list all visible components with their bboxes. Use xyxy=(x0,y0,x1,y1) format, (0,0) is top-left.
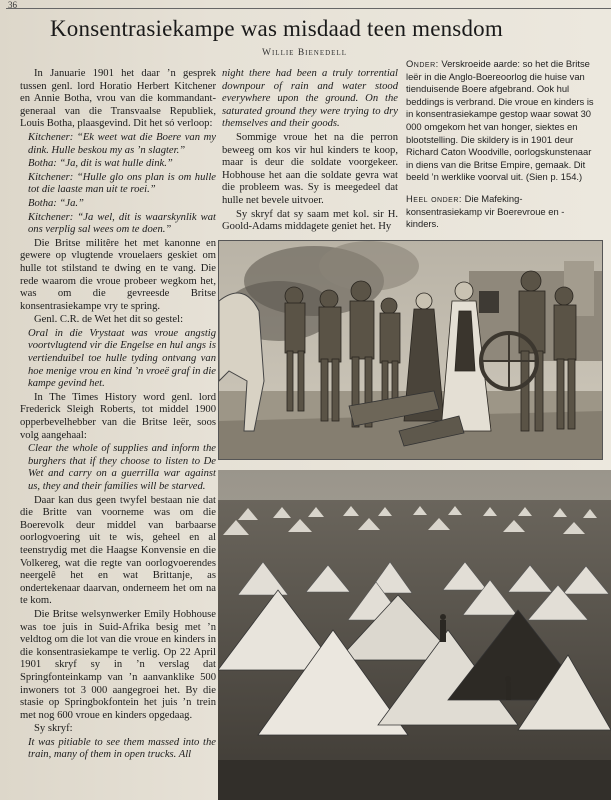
column2-paragraph: Sy skryf dat sy saam met kol. sir H. Goold-Adams middagete geniet het. Hy xyxy=(222,208,398,233)
painting-scorched-earth xyxy=(218,240,603,460)
column1-paragraph: Die Britse welsynwerker Emily Hobhouse was toe juis in Suid-Afrika besig met ’n veldtog om die lot van die vroue en kinders in die konsentrasiekampe te verlig. Op 22 April 1901 skryf sy in ’n verslag dat Springfonteinkamp van ’n aanvanklike 500 inwoners tot 3 000 aangegroei het. By die stasie op Springbokfontein het juis ’n trein met nog 600 vroue en kinders opgedaag. xyxy=(20,608,216,721)
column1-paragraph: Sy skryf: xyxy=(34,723,73,735)
header-rule xyxy=(6,8,611,9)
column1-paragraph: Die Britse militêre het met kanonne en gewere op vlugtende vrouelaers geskiet om hulle tot stilstand te dwing en te vang. Die rede waarom die vroue probeer wegkom het, was om die gevreesde Britse konsentrasiekampe vry te spring. xyxy=(20,237,216,312)
column1-paragraph: In The Times History word genl. lord Frederick Sleigh Roberts, tot middel 1900 opperbevelhebber van die Britse leër, soos volg aangehaal: xyxy=(20,391,216,441)
column1-paragraph: Daar kan dus geen twyfel bestaan nie dat die Britte van voorneme was om die Boerevolk deur middel van barbaarse oorlogvoering uit te wis, geheel en al teenstrydig met die Haagse Konvensie en die Volkereg, wat die regte van oorlogvoerendes neergelê het en wat Brittanje, as ondertekenaar daarvan, onderneem het om na te kom. xyxy=(20,494,216,607)
byline: Willie Bienedell xyxy=(262,48,347,58)
column1-paragraph: Clear the whole of supplies and inform the burghers that if they choose to listen to De Wet and carry on a guerrilla war against us, they and their families will be starved. xyxy=(28,443,216,492)
caption-top-text: Verskroeide aarde: so het die Britse leër in die Anglo-Boereoorlog die huise van tienduisende Boere afgebrand. Ook hul beddings is verbrand. Die vroue en kinders is in konsentrasiekampe gestop waar sowat 30 000 omgekom het van honger, siektes en blootstelling. Die skildery is in 1901 deur Richard Caton Woodville, oorlogskunstenaar in diens van die Britse Empire, gemaak. Dit beeld ’n werklike voorval uit. (Sien p. 154.) xyxy=(406,58,594,183)
column2-paragraph: Sommige vroue het na die perron beweeg om kos vir hul kinders te koop, maar is deur die soldate voorgekeer. Hobhouse het aan die soldate gevra wat die probleem was. Sy is meegedeel dat hulle net bevele uitvoer. xyxy=(222,131,398,206)
caption-top-label: Onder: xyxy=(406,58,439,69)
column1-paragraph: Kitchener: “Ja wel, dit is waarskynlik wat ons verplig sal wees om te doen.” xyxy=(28,211,216,236)
column1-paragraph: Kitchener: “Hulle glo ons plan is om hulle tot die laaste man uit te roei.” xyxy=(28,171,216,196)
column1-paragraph: Oral in die Vrystaat was vroue angstig voortvlugtend vir die Engelse en hul angs is vertienduibel toe hulle tyding ontvang van hoe menige vrou en kind ’n vroeë graf in die kampe gevind het. xyxy=(28,327,216,390)
column2-paragraph: night there had been a truly torrential downpour of rain and water stood everywhere upon the ground. On the saturated ground they were trying to dry themselves and their goods. xyxy=(222,68,398,130)
page-number: 36 xyxy=(8,0,17,10)
column1-paragraph: Botha: “Ja.” xyxy=(28,197,84,209)
painting-scorched-earth-illustration xyxy=(219,241,602,459)
column1-paragraph: In Januarie 1901 het daar ’n gesprek tussen genl. lord Horatio Herbert Kitchener en Annie Botha, vrou van die kommandant-generaal van die Transvaalse Republiek, Louis Botha, plaasgevind. Dit het só verloop: xyxy=(20,68,216,130)
photo-mafeking-camp-illustration xyxy=(218,470,611,800)
column1-paragraph: It was pitiable to see them massed into the train, many of them in open trucks. All xyxy=(28,736,216,761)
caption-bottom xyxy=(406,193,594,231)
column1-paragraph: Kitchener: “Ek weet wat die Boere van my dink. Hulle beskou my as ’n slagter.” xyxy=(28,131,216,156)
caption-bottom-text: Die Mafeking-konsentrasiekamp vir Boerevroue en -kinders. xyxy=(406,193,565,230)
text-column-2 xyxy=(222,68,398,235)
text-column-1 xyxy=(20,68,216,763)
photo-mafeking-camp xyxy=(218,470,611,800)
column1-paragraph: Genl. C.R. de Wet het dit so gestel: xyxy=(34,314,184,326)
column1-paragraph: Botha: “Ja, dit is wat hulle dink.” xyxy=(28,158,173,170)
article-title: Konsentrasiekampe was misdaad teen mensdom xyxy=(50,16,503,41)
caption-bottom-label: Heel onder: xyxy=(406,193,462,204)
caption-top xyxy=(406,58,594,184)
